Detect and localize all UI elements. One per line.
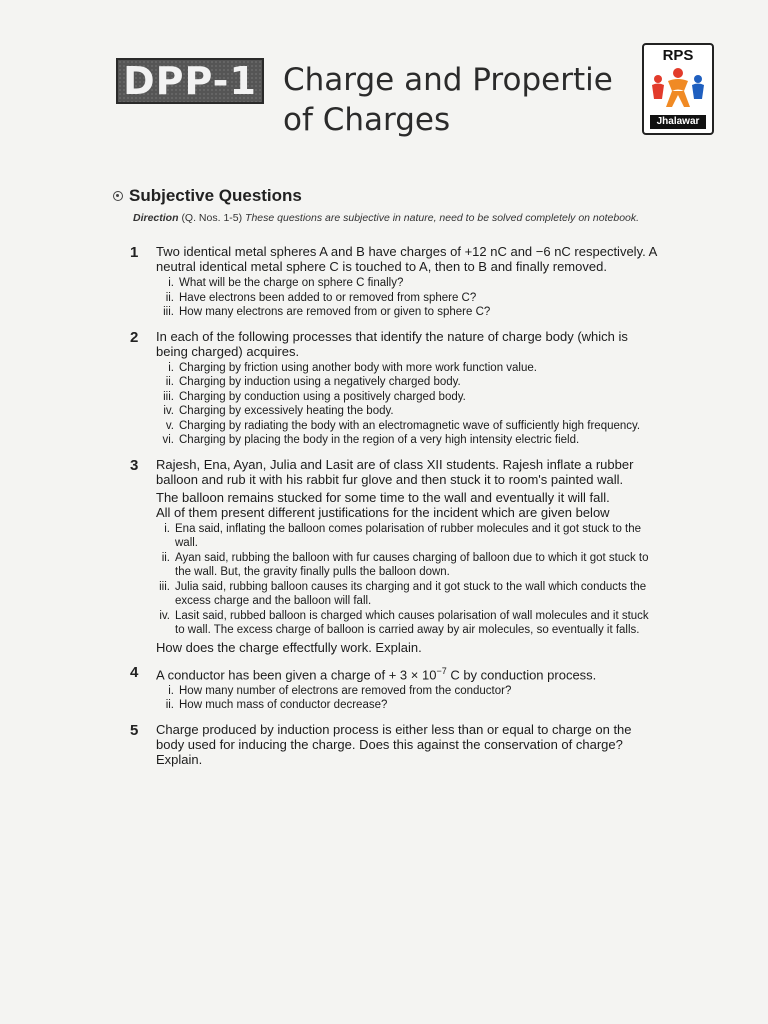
sub-number: i. xyxy=(168,361,174,374)
sub-question-list xyxy=(130,522,660,638)
sub-number: iv. xyxy=(163,405,174,417)
sub-number: ii. xyxy=(165,376,174,388)
question-number: 5 xyxy=(130,721,139,739)
sub-question xyxy=(130,276,660,291)
sub-question xyxy=(130,433,660,448)
dpp-badge-label: DPP-1 xyxy=(123,59,257,103)
sub-number: i. xyxy=(168,684,174,697)
sub-question xyxy=(130,684,660,699)
question-2 xyxy=(130,329,660,448)
document-title xyxy=(283,60,643,140)
sub-question-list xyxy=(130,276,660,320)
target-icon xyxy=(113,191,123,201)
sub-question xyxy=(130,609,660,638)
sub-text: How much mass of conductor decrease? xyxy=(179,699,388,712)
sub-question xyxy=(130,698,660,713)
question-3 xyxy=(130,457,660,655)
question-number: 4 xyxy=(130,663,139,681)
sub-text: Charging by conduction using a positively charged body. xyxy=(179,390,466,403)
sub-question xyxy=(130,551,660,580)
sub-question xyxy=(130,305,660,320)
question-text-pre: A conductor has been given a charge of + 3 × 10 xyxy=(156,666,437,682)
sub-number: ii. xyxy=(161,551,170,564)
sub-number: iii. xyxy=(163,306,174,318)
direction-note xyxy=(133,212,653,224)
title-line-1: Charge and Propertie xyxy=(283,62,613,98)
sub-text: Charging by placing the body in the region of a very high intensity electric field. xyxy=(179,434,580,446)
sub-text: Ayan said, rubbing the balloon with fur causes charging of balloon due to which it got stuck to the wall. But, the gravity finally pulls the balloon down. xyxy=(175,551,649,578)
page-header xyxy=(0,0,768,180)
rps-logo xyxy=(642,43,714,135)
logo-bottom-text: Jhalawar xyxy=(650,115,706,129)
section-title: Subjective Questions xyxy=(129,186,302,205)
sub-text: Lasit said, rubbed balloon is charged which causes polarisation of wall molecules and it stuck to wall. The excess charge of balloon is carried away by air molecules, so eventually it falls. xyxy=(175,609,649,636)
sub-text: Have electrons been added to or removed from sphere C? xyxy=(179,291,477,304)
sub-text: How many electrons are removed from or given to sphere C? xyxy=(179,306,491,318)
sub-question-list xyxy=(130,684,660,713)
sub-text: Charging by excessively heating the body. xyxy=(179,405,394,417)
question-4 xyxy=(130,664,660,713)
sub-number: i. xyxy=(164,522,170,535)
question-paragraph: All of them present different justifications for the incident which are given below xyxy=(156,504,610,520)
logo-figures-icon xyxy=(650,67,706,113)
question-paragraph: The balloon remains stucked for some time to the wall and eventually it will fall. xyxy=(156,489,610,505)
sub-question xyxy=(130,404,660,419)
question-text: Two identical metal spheres A and B have charges of +12 nC and −6 nC respectively. A neutral identical metal sphere C is touched to A, then to B and finally removed. xyxy=(156,244,657,274)
sub-question xyxy=(130,291,660,306)
sub-text: How many number of electrons are removed from the conductor? xyxy=(179,684,512,697)
question-number: 1 xyxy=(130,244,139,261)
question-number: 3 xyxy=(130,456,139,474)
sub-text: What will be the charge on sphere C finally? xyxy=(179,277,404,289)
direction-text: These questions are subjective in nature, need to be solved completely on notebook. xyxy=(245,212,640,224)
sub-number: i. xyxy=(168,277,174,289)
question-text xyxy=(156,664,660,682)
question-list xyxy=(130,244,660,776)
question-1 xyxy=(130,244,660,320)
sub-question-list xyxy=(130,361,660,448)
sub-number: vi. xyxy=(162,434,174,446)
sub-number: iii. xyxy=(163,390,174,403)
dpp-badge xyxy=(116,58,264,104)
question-text: In each of the following processes that identify the nature of charge body (which is being charged) acquires. xyxy=(156,328,628,359)
sub-question xyxy=(130,580,660,609)
sub-number: iv. xyxy=(159,609,170,622)
section-heading xyxy=(113,186,653,206)
sub-question xyxy=(130,390,660,405)
sub-number: ii. xyxy=(165,291,174,304)
sub-question xyxy=(130,361,660,376)
sub-question xyxy=(130,419,660,434)
sub-text: Ena said, inflating the balloon comes polarisation of rubber molecules and it got stuck to the wall. xyxy=(175,522,642,549)
sub-question xyxy=(130,375,660,390)
direction-label: Direction xyxy=(133,212,179,224)
sub-number: v. xyxy=(165,419,174,432)
question-number: 2 xyxy=(130,328,139,346)
sub-number: iii. xyxy=(159,580,170,593)
exponent: −7 xyxy=(436,665,447,676)
sub-question xyxy=(130,522,660,551)
question-text: Rajesh, Ena, Ayan, Julia and Lasit are of class XII students. Rajesh inflate a rubber balloon and rub it with his rabbit fur glove and then stuck it to room's painted wall. xyxy=(156,456,634,487)
sub-text: Charging by induction using a negatively charged body. xyxy=(179,376,461,388)
sub-text: Julia said, rubbing balloon causes its charging and it got stuck to the wall which conducts the excess charge and the balloon will fall. xyxy=(175,580,647,607)
subjective-section xyxy=(113,186,653,224)
question-closing: How does the charge effectfully work. Explain. xyxy=(156,639,422,655)
direction-ref: (Q. Nos. 1-5) xyxy=(181,212,243,224)
question-text-post: C by conduction process. xyxy=(446,666,597,682)
sub-text: Charging by radiating the body with an electromagnetic wave of sufficiently high frequency. xyxy=(179,419,641,432)
sub-number: ii. xyxy=(165,699,174,712)
question-5 xyxy=(130,722,660,767)
logo-top-text: RPS xyxy=(662,47,694,64)
title-line-2: of Charges xyxy=(283,102,451,138)
question-text: Charge produced by induction process is either less than or equal to charge on the body used for inducing the charge. Does this against the conservation of charge? Explain. xyxy=(156,721,632,767)
sub-text: Charging by friction using another body with more work function value. xyxy=(179,361,537,374)
